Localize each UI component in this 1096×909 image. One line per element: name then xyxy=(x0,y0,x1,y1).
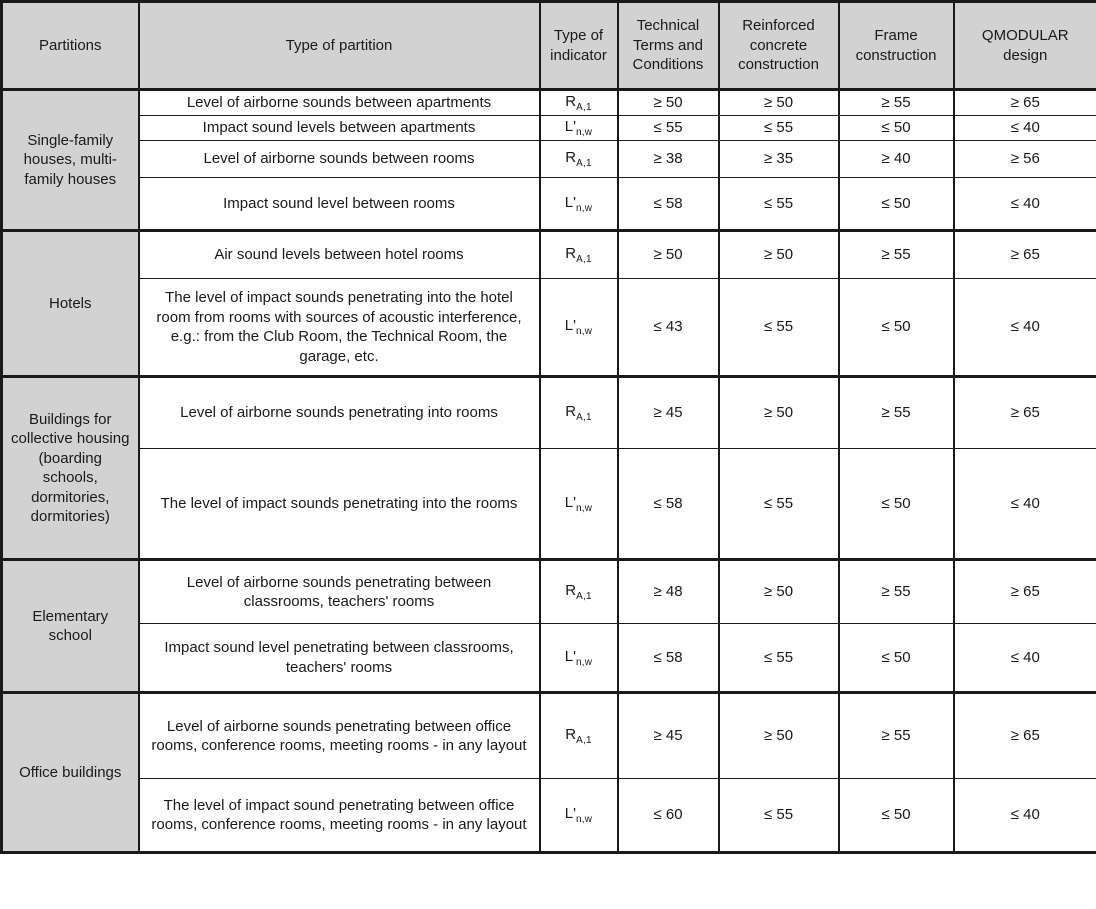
indicator-subscript: n,w xyxy=(576,814,593,825)
partition-type-cell: Impact sound level between rooms xyxy=(139,178,540,231)
table-row xyxy=(2,560,1096,624)
table-row xyxy=(2,116,1096,141)
indicator-subscript: n,w xyxy=(576,326,593,337)
partition-group-cell: Single-family houses, multi-family houses xyxy=(2,90,139,231)
partition-type-cell: Level of airborne sounds between apartments xyxy=(139,90,540,116)
value-cell: ≥ 55 xyxy=(839,560,954,624)
value-cell: ≤ 50 xyxy=(839,279,954,377)
indicator-symbol: R xyxy=(565,582,577,599)
value-cell: ≥ 65 xyxy=(954,693,1096,779)
value-cell: ≤ 50 xyxy=(839,624,954,693)
indicator-subscript: A,1 xyxy=(576,735,592,746)
column-header-reinforced-concrete: Reinforced concrete construction xyxy=(719,2,839,90)
value-cell: ≤ 55 xyxy=(719,178,839,231)
value-cell: ≤ 40 xyxy=(954,279,1096,377)
table-row xyxy=(2,279,1096,377)
value-cell: ≥ 65 xyxy=(954,90,1096,116)
partition-type-cell: The level of impact sounds penetrating into the hotel room from rooms with sources of acoustic interference, e.g.: from the Club Room, the Technical Room, the garage, etc. xyxy=(139,279,540,377)
partition-type-cell: Level of airborne sounds penetrating into rooms xyxy=(139,377,540,449)
indicator-cell xyxy=(540,116,618,141)
indicator-cell xyxy=(540,279,618,377)
partition-type-cell: Impact sound levels between apartments xyxy=(139,116,540,141)
table-row xyxy=(2,178,1096,231)
indicator-symbol: L' xyxy=(564,193,577,211)
value-cell: ≥ 50 xyxy=(719,693,839,779)
table-row xyxy=(2,693,1096,779)
value-cell: ≥ 50 xyxy=(719,377,839,449)
table-row xyxy=(2,90,1096,116)
indicator-subscript: A,1 xyxy=(576,254,592,265)
table-row xyxy=(2,231,1096,279)
partition-type-cell: Level of airborne sounds penetrating between classrooms, teachers' rooms xyxy=(139,560,540,624)
header-row xyxy=(2,2,1096,90)
value-cell: ≥ 48 xyxy=(618,560,719,624)
value-cell: ≤ 55 xyxy=(719,624,839,693)
indicator-cell xyxy=(540,178,618,231)
value-cell: ≥ 55 xyxy=(839,231,954,279)
value-cell: ≥ 65 xyxy=(954,231,1096,279)
value-cell: ≥ 40 xyxy=(839,141,954,178)
indicator-cell xyxy=(540,449,618,560)
column-header-frame-construction: Frame construction xyxy=(839,2,954,90)
value-cell: ≥ 50 xyxy=(719,231,839,279)
indicator-cell xyxy=(540,377,618,449)
value-cell: ≥ 55 xyxy=(839,693,954,779)
value-cell: ≤ 40 xyxy=(954,178,1096,231)
table-row xyxy=(2,449,1096,560)
indicator-symbol: R xyxy=(565,726,577,743)
value-cell: ≥ 56 xyxy=(954,141,1096,178)
value-cell: ≤ 55 xyxy=(719,116,839,141)
column-header-type-of-indicator: Type of indicator xyxy=(540,2,618,90)
partition-group-cell: Office buildings xyxy=(2,693,139,853)
partition-type-cell: The level of impact sounds penetrating into the rooms xyxy=(139,449,540,560)
indicator-symbol: L' xyxy=(564,118,577,135)
partition-type-cell: Air sound levels between hotel rooms xyxy=(139,231,540,279)
indicator-symbol: R xyxy=(565,93,577,110)
value-cell: ≤ 55 xyxy=(618,116,719,141)
partition-type-cell: Level of airborne sounds penetrating between office rooms, conference rooms, meeting rooms - in any layout xyxy=(139,693,540,779)
indicator-cell xyxy=(540,560,618,624)
indicator-cell xyxy=(540,90,618,116)
value-cell: ≥ 55 xyxy=(839,90,954,116)
indicator-subscript: A,1 xyxy=(576,591,592,602)
indicator-subscript: A,1 xyxy=(576,158,592,169)
value-cell: ≥ 50 xyxy=(719,90,839,116)
table-row xyxy=(2,377,1096,449)
indicator-subscript: n,w xyxy=(576,502,593,514)
indicator-subscript: A,1 xyxy=(576,102,592,113)
value-cell: ≤ 50 xyxy=(839,779,954,853)
value-cell: ≤ 50 xyxy=(839,178,954,231)
indicator-symbol: L' xyxy=(564,647,577,665)
indicator-symbol: L' xyxy=(564,317,577,334)
value-cell: ≥ 50 xyxy=(618,90,719,116)
partition-group-cell: Buildings for collective housing (boarding schools, dormitories, dormitories) xyxy=(2,377,139,560)
value-cell: ≤ 40 xyxy=(954,116,1096,141)
value-cell: ≤ 58 xyxy=(618,624,719,693)
column-header-type-of-partition: Type of partition xyxy=(139,2,540,90)
value-cell: ≤ 55 xyxy=(719,449,839,560)
indicator-cell xyxy=(540,624,618,693)
value-cell: ≥ 45 xyxy=(618,377,719,449)
column-header-technical-terms: Technical Terms and Conditions xyxy=(618,2,719,90)
value-cell: ≤ 58 xyxy=(618,178,719,231)
value-cell: ≥ 38 xyxy=(618,141,719,178)
indicator-symbol: L' xyxy=(564,493,577,511)
value-cell: ≥ 50 xyxy=(618,231,719,279)
column-header-partitions: Partitions xyxy=(2,2,139,90)
value-cell: ≤ 50 xyxy=(839,449,954,560)
value-cell: ≥ 65 xyxy=(954,377,1096,449)
value-cell: ≤ 43 xyxy=(618,279,719,377)
column-header-qmodular-design: QMODULAR design xyxy=(954,2,1096,90)
value-cell: ≤ 50 xyxy=(839,116,954,141)
indicator-symbol: L' xyxy=(564,805,577,822)
indicator-cell xyxy=(540,693,618,779)
table-row xyxy=(2,141,1096,178)
value-cell: ≤ 40 xyxy=(954,449,1096,560)
value-cell: ≤ 60 xyxy=(618,779,719,853)
partition-type-cell: The level of impact sound penetrating between office rooms, conference rooms, meeting rooms - in any layout xyxy=(139,779,540,853)
indicator-subscript: n,w xyxy=(576,202,593,214)
indicator-subscript: n,w xyxy=(576,127,593,138)
table-row xyxy=(2,624,1096,693)
value-cell: ≥ 45 xyxy=(618,693,719,779)
value-cell: ≥ 65 xyxy=(954,560,1096,624)
value-cell: ≤ 40 xyxy=(954,779,1096,853)
value-cell: ≥ 35 xyxy=(719,141,839,178)
indicator-symbol: R xyxy=(565,245,577,262)
value-cell: ≥ 55 xyxy=(839,377,954,449)
partition-type-cell: Level of airborne sounds between rooms xyxy=(139,141,540,178)
indicator-symbol: R xyxy=(565,149,577,166)
indicator-cell xyxy=(540,141,618,178)
partition-type-cell: Impact sound level penetrating between classrooms, teachers' rooms xyxy=(139,624,540,693)
value-cell: ≤ 55 xyxy=(719,279,839,377)
partition-group-cell: Elementary school xyxy=(2,560,139,693)
indicator-symbol: R xyxy=(565,403,577,420)
table-row xyxy=(2,779,1096,853)
value-cell: ≥ 50 xyxy=(719,560,839,624)
indicator-subscript: A,1 xyxy=(576,412,592,423)
value-cell: ≤ 58 xyxy=(618,449,719,560)
partition-group-cell: Hotels xyxy=(2,231,139,377)
indicator-cell xyxy=(540,231,618,279)
indicator-cell xyxy=(540,779,618,853)
value-cell: ≤ 40 xyxy=(954,624,1096,693)
value-cell: ≤ 55 xyxy=(719,779,839,853)
indicator-subscript: n,w xyxy=(576,656,593,668)
